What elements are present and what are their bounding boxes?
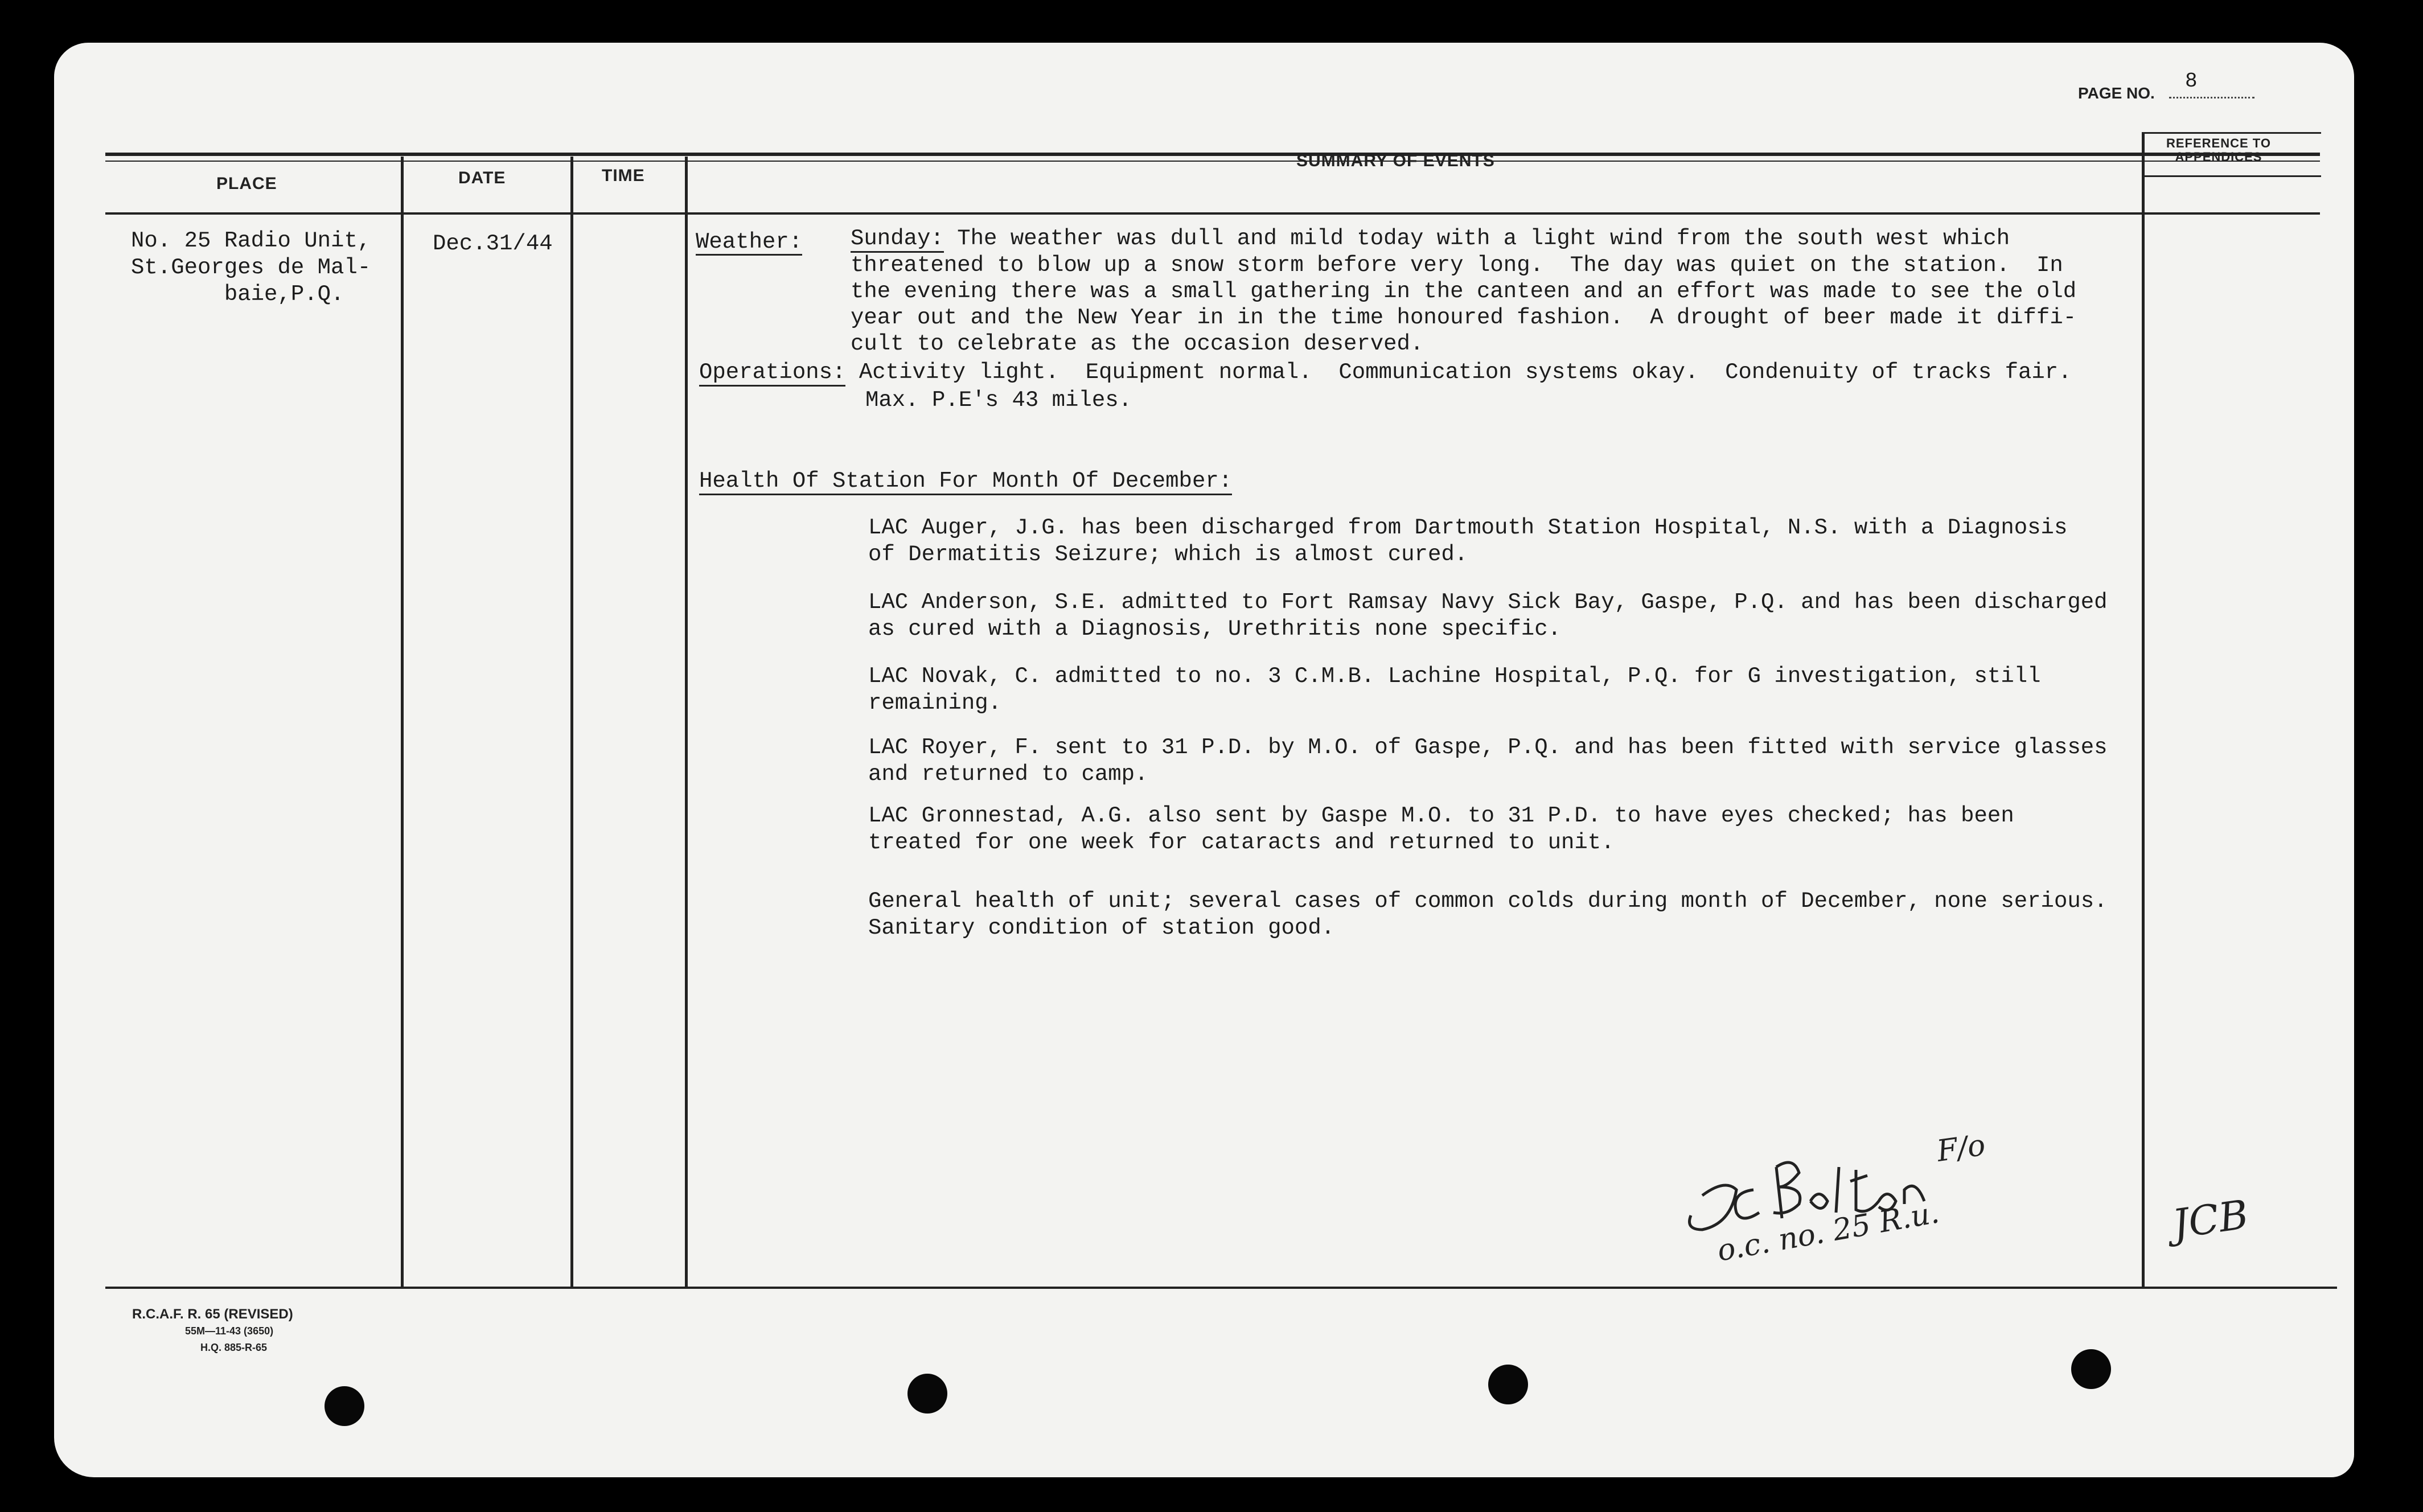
header-place: PLACE xyxy=(216,174,277,193)
weather-line-1 xyxy=(851,225,2010,252)
operations-line-1 xyxy=(699,359,2072,386)
reference-top-rule xyxy=(2145,132,2321,134)
punch-hole xyxy=(1488,1365,1528,1404)
weather-line-4: year out and the New Year in in the time honoured fashion. A drought of beer made it diffi- xyxy=(851,305,2077,330)
divider-place-date xyxy=(401,157,404,1287)
svg-text:F/o: F/o xyxy=(1935,1128,1987,1169)
divider-summary-reference xyxy=(2142,132,2145,1287)
page-number-rule xyxy=(2169,97,2254,98)
health-item-4: LAC Royer, F. sent to 31 P.D. by M.O. of Gaspe, P.Q. and has been fitted with service glasses and returned to camp. xyxy=(868,735,2108,787)
health-item-1: LAC Auger, J.G. has been discharged from Dartmouth Station Hospital, N.S. with a Diagnosis of Dermatitis Seizure; which is almost cured. xyxy=(868,515,2068,567)
health-item-3: LAC Novak, C. admitted to no. 3 C.M.B. Lachine Hospital, P.Q. for G investigation, still remaining. xyxy=(868,664,2041,716)
header-top-rule-thin xyxy=(105,161,2320,162)
entry-date: Dec.31/44 xyxy=(433,231,553,256)
operations-line-2: Max. P.E's 43 miles. xyxy=(865,388,1132,413)
health-item-5: LAC Gronnestad, A.G. also sent by Gaspe M.O. to 31 P.D. to have eyes checked; has been treated for one week for cataracts and returned to unit. xyxy=(868,803,2014,855)
header-date: DATE xyxy=(458,169,506,187)
header-summary: SUMMARY OF EVENTS xyxy=(1296,151,1495,170)
header-time: TIME xyxy=(602,166,645,185)
reference-bottom-rule xyxy=(2145,175,2321,177)
punch-hole xyxy=(907,1374,947,1414)
reference-initials xyxy=(2169,1190,2294,1258)
form-id-line-1: R.C.A.F. R. 65 (REVISED) xyxy=(132,1306,293,1322)
divider-date-time xyxy=(570,157,573,1287)
footer-rule xyxy=(105,1287,2337,1289)
health-heading: Health Of Station For Month Of December: xyxy=(699,469,1232,495)
weather-line-5: cult to celebrate as the occasion deserved. xyxy=(851,331,1424,356)
form-id-line-2: 55M—11-43 (3650) xyxy=(185,1325,274,1337)
header-top-rule xyxy=(105,153,2320,156)
svg-text:o.c. no. 25 R.u.: o.c. no. 25 R.u. xyxy=(1714,1195,1942,1268)
svg-text:JCB: JCB xyxy=(2169,1191,2252,1248)
divider-time-summary xyxy=(685,157,688,1287)
page-number: 8 xyxy=(2185,69,2198,93)
punch-hole xyxy=(325,1386,364,1426)
weather-line-2: threatened to blow up a snow storm before very long. The day was quiet on the station. In xyxy=(851,253,2063,278)
weather-day: Sunday: xyxy=(851,226,944,253)
weather-label: Weather: xyxy=(696,229,803,254)
weather-line-3: the evening there was a small gathering in the canteen and an effort was made to see the old xyxy=(851,279,2077,304)
form-id-line-3: H.Q. 885-R-65 xyxy=(200,1342,268,1353)
header-reference: REFERENCE TO APPENDICES xyxy=(2166,136,2271,164)
officer-signature xyxy=(1679,1127,2078,1275)
weather-text-1: The weather was dull and mild today with a light wind from the south west which xyxy=(943,226,2010,251)
health-item-2: LAC Anderson, S.E. admitted to Fort Ramsay Navy Sick Bay, Gaspe, P.Q. and has been discharged as cured with a Diagnosis, Urethritis none specific. xyxy=(868,590,2108,642)
entry-place: No. 25 Radio Unit, St.Georges de Mal- baie,P.Q. xyxy=(131,228,371,307)
punch-hole xyxy=(2071,1349,2111,1389)
operations-label: Operations: xyxy=(699,360,845,387)
operations-text-1: Activity light. Equipment normal. Communication systems okay. Condenuity of tracks fair. xyxy=(845,360,2072,385)
health-item-6: General health of unit; several cases of common colds during month of December, none serious. Sanitary condition of station good. xyxy=(868,889,2108,940)
header-bottom-rule xyxy=(105,212,2320,215)
page-number-label: PAGE NO. xyxy=(2078,84,2155,102)
